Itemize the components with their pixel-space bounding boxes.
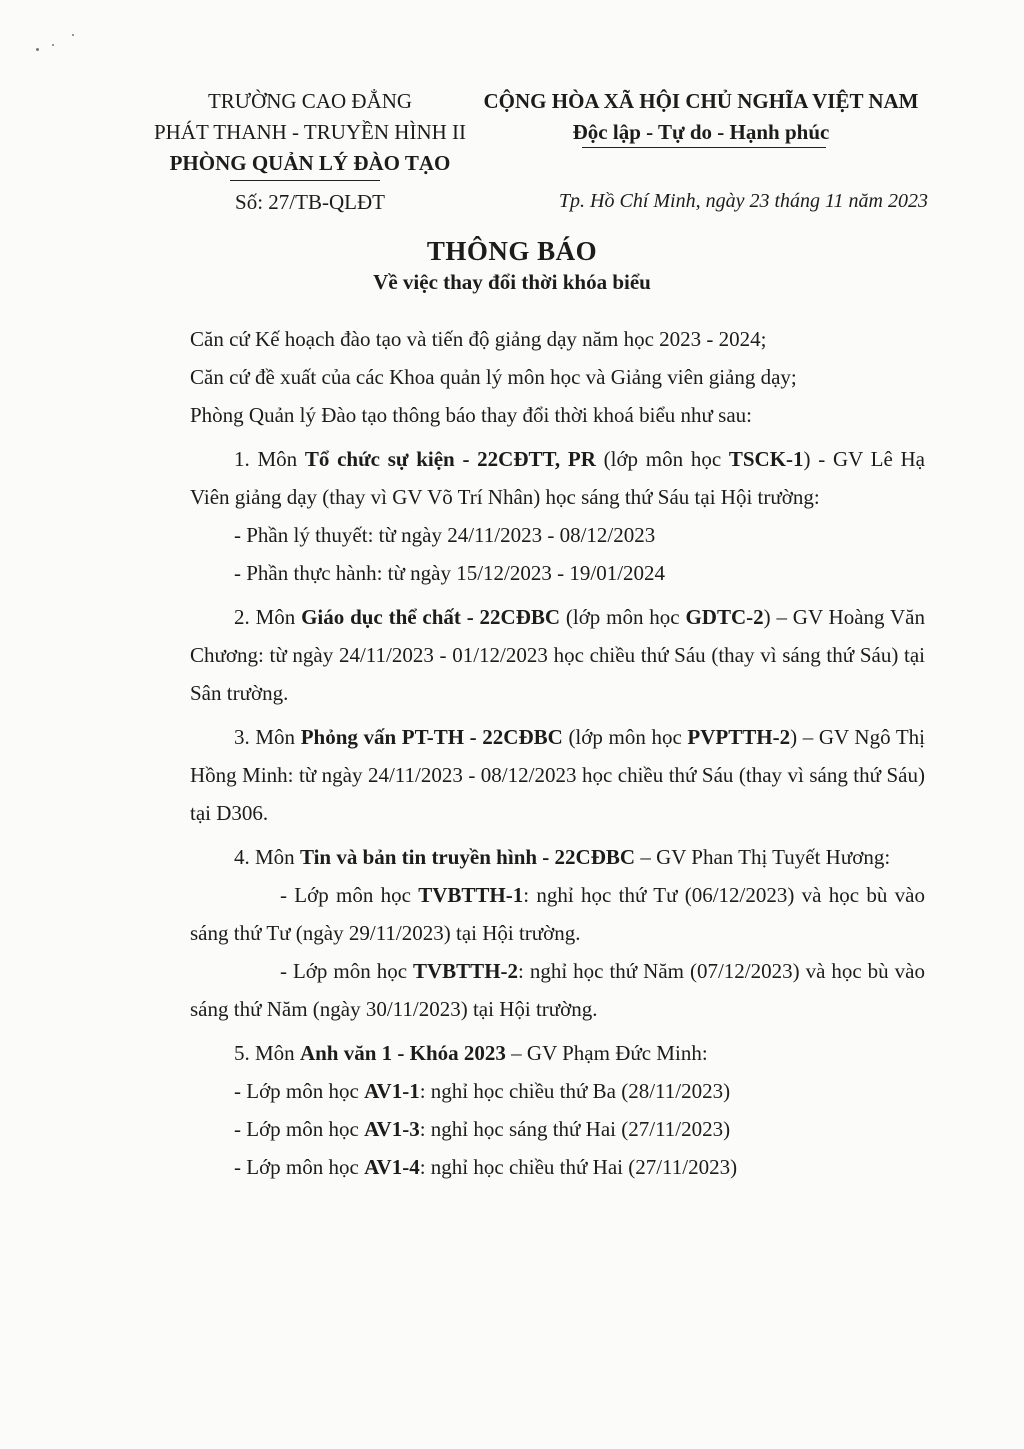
course-name: Tổ chức sự kiện - 22CĐTT, PR	[304, 447, 596, 471]
list-subitem: - Lớp môn học AV1-4: nghỉ học chiều thứ Hai (27/11/2023)	[234, 1155, 738, 1179]
national-header	[470, 86, 932, 148]
list-subitem: - Lớp môn học AV1-3: nghỉ học sáng thứ Hai (27/11/2023)	[234, 1117, 731, 1141]
preamble-line: Căn cứ đề xuất của các Khoa quản lý môn học và Giảng viên giảng dạy;	[190, 365, 797, 389]
nation-line-1: CỘNG HÒA XÃ HỘI CHỦ NGHĨA VIỆT NAM	[483, 89, 919, 113]
list-subitem: - Lớp môn học TVBTTH-1: nghỉ học thứ Tư (06/12/2023) và học bù vào sáng thứ Tư (ngày 29/11/2023) tại Hội trường.	[190, 883, 925, 945]
header-divider-right	[582, 147, 826, 148]
course-name: Phỏng vấn PT-TH - 22CĐBC	[300, 725, 563, 749]
organization-header	[140, 86, 480, 179]
org-line-2: PHÁT THANH - TRUYỀN HÌNH II	[153, 120, 467, 144]
document-title: THÔNG BÁO	[426, 236, 598, 266]
class-code: TSCK-1	[728, 447, 804, 471]
class-code: AV1-4	[364, 1155, 420, 1179]
scan-speck	[52, 44, 54, 46]
class-code: AV1-3	[364, 1117, 420, 1141]
document-number: Số: 27/TB-QLĐT	[235, 190, 385, 214]
list-item-5: 5. Môn Anh văn 1 - Khóa 2023 – GV Phạm Đức Minh:	[234, 1041, 708, 1065]
header-divider-left	[230, 180, 380, 181]
list-item-1: 1. Môn Tổ chức sự kiện - 22CĐTT, PR (lớp môn học TSCK-1) - GV Lê Hạ Viên giảng dạy (thay vì GV Võ Trí Nhân) học sáng thứ Sáu tại Hội trường:	[190, 447, 925, 509]
class-code: TVBTTH-2	[413, 959, 519, 983]
org-line-3: PHÒNG QUẢN LÝ ĐÀO TẠO	[169, 151, 451, 175]
place-date: Tp. Hồ Chí Minh, ngày 23 tháng 11 năm 2023	[558, 190, 928, 212]
class-code: AV1-1	[364, 1079, 420, 1103]
preamble-line: Phòng Quản lý Đào tạo thông báo thay đổi thời khoá biểu như sau:	[190, 403, 752, 427]
course-name: Giáo dục thể chất - 22CĐBC	[301, 605, 561, 629]
class-code: GDTC-2	[685, 605, 764, 629]
scan-speck	[72, 34, 74, 36]
list-item-2: 2. Môn Giáo dục thể chất - 22CĐBC (lớp môn học GDTC-2) – GV Hoàng Văn Chương: từ ngày 24/11/2023 - 01/12/2023 học chiều thứ Sáu (thay vì sáng thứ Sáu) tại Sân trường.	[190, 605, 925, 705]
document-body	[190, 320, 925, 1186]
preamble-line: Căn cứ Kế hoạch đào tạo và tiến độ giảng dạy năm học 2023 - 2024;	[190, 327, 767, 351]
class-code: TVBTTH-1	[418, 883, 524, 907]
org-line-1: TRƯỜNG CAO ĐẲNG	[207, 89, 413, 113]
list-subitem: - Lớp môn học AV1-1: nghỉ học chiều thứ Ba (28/11/2023)	[234, 1079, 731, 1103]
scan-speck	[36, 48, 39, 51]
list-subitem: - Phần lý thuyết: từ ngày 24/11/2023 - 08/12/2023	[234, 523, 656, 547]
list-subitem: - Phần thực hành: từ ngày 15/12/2023 - 19/01/2024	[234, 561, 666, 585]
list-subitem: - Lớp môn học TVBTTH-2: nghỉ học thứ Năm (07/12/2023) và học bù vào sáng thứ Năm (ngày 30/11/2023) tại Hội trường.	[190, 959, 925, 1021]
class-code: PVPTTH-2	[687, 725, 791, 749]
course-name: Anh văn 1 - Khóa 2023	[299, 1041, 506, 1065]
document-subtitle: Về việc thay đổi thời khóa biểu	[373, 270, 651, 294]
course-name: Tin và bản tin truyền hình - 22CĐBC	[299, 845, 636, 869]
list-item-3: 3. Môn Phỏng vấn PT-TH - 22CĐBC (lớp môn học PVPTTH-2) – GV Ngô Thị Hồng Minh: từ ngày 24/11/2023 - 08/12/2023 học chiều thứ Sáu (thay vì sáng thứ Sáu) tại D306.	[190, 725, 925, 825]
nation-motto: Độc lập - Tự do - Hạnh phúc	[572, 120, 830, 144]
list-item-4: 4. Môn Tin và bản tin truyền hình - 22CĐBC – GV Phan Thị Tuyết Hương:	[234, 845, 891, 869]
